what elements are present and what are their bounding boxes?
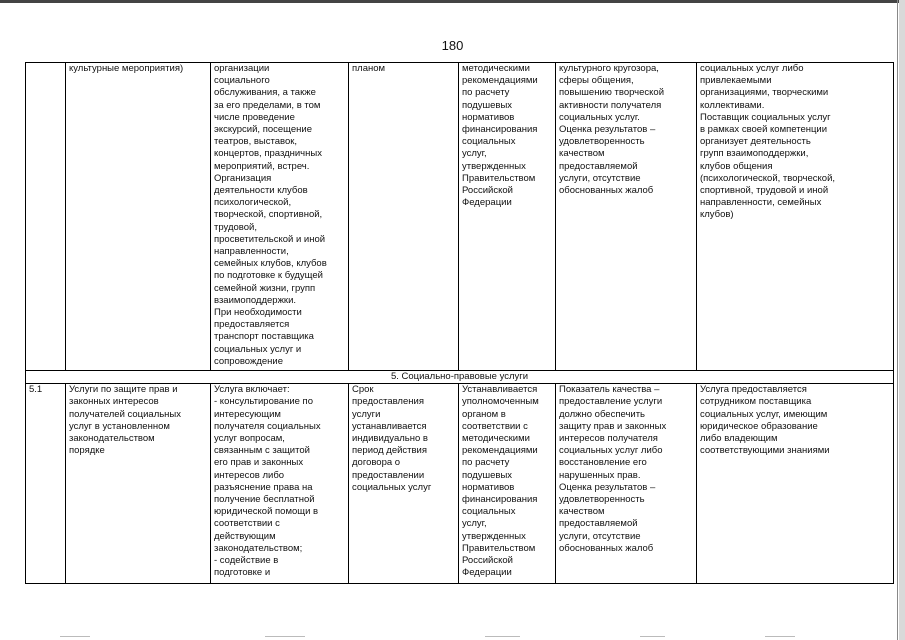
scan-artifact <box>765 636 795 637</box>
cell-quality-indicators: культурного кругозора, сферы общения, повышению творческой активности получателя социальных услуг. Оценка результатов – удовлетворенность качеством предоставляемой услуги, отсутствие обоснованных жалоб <box>556 63 697 371</box>
cell-service-term: планом <box>349 63 459 371</box>
section-heading: 5. Социально-правовые услуги <box>26 371 894 384</box>
cell-service-description: Услуга включает: - консультирование по интересующим получателя социальных услуг вопросам, связанным с защитой его прав и законных интересов либо разъяснение права на получение бесплатной юридической помощи в соответствии с действующим законодательством; - содействие в подготовке и <box>211 384 349 584</box>
scan-top-edge <box>0 0 905 3</box>
cell-service-name: культурные мероприятия) <box>66 63 211 371</box>
cell-per-capita-norm: методическими рекомендациями по расчету подушевых нормативов финансирования социальных услуг, утвержденных Правительством Российской Федерации <box>459 63 556 371</box>
services-table <box>25 62 894 584</box>
scan-artifact <box>640 636 665 637</box>
scan-right-edge-line <box>897 0 898 640</box>
table-row-5-1 <box>26 384 894 584</box>
table-row-continuation <box>26 63 894 371</box>
cell-quality-indicators: Показатель качества – предоставление услуги должно обеспечить защиту прав и законных интересов получателя социальных услуг либо восстановление его нарушенных прав. Оценка результатов – удовлетворенность качеством предоставляемой услуги, отсутствие обоснованных жалоб <box>556 384 697 584</box>
cell-provision-conditions: социальных услуг либо привлекаемыми организациями, творческими коллективами. Поставщик социальных услуг в рамках своей компетенции организует деятельность групп взаимоподдержки, клубов общения (психологической, творческой, спортивной, трудовой и иной направленности, семейных клубов) <box>697 63 894 371</box>
scan-artifact <box>485 636 520 637</box>
cell-service-description: организации социального обслуживания, а также за его пределами, в том числе проведение экскурсий, посещение театров, выставок, концертов, праздничных мероприятий, встреч. Организация деятельности клубов психологической, творческой, спортивной, трудовой, просветительской и иной направленности, семейных клубов, клубов по подготовке к будущей семейной жизни, групп взаимоподдержки. При необходимости предоставляется транспорт поставщика социальных услуг и сопровождение <box>211 63 349 371</box>
cell-provision-conditions: Услуга предоставляется сотрудником поставщика социальных услуг, имеющим юридическое образование либо владеющим соответствующими знаниями <box>697 384 894 584</box>
page-number: 180 <box>441 38 464 53</box>
scan-artifact <box>60 636 90 637</box>
cell-number <box>26 63 66 371</box>
cell-service-name: Услуги по защите прав и законных интересов получателей социальных услуг в установленном законодательством порядке <box>66 384 211 584</box>
scan-artifact <box>265 636 305 637</box>
cell-per-capita-norm: Устанавливается уполномоченным органом в соответствии с методическими рекомендациями по расчету подушевых нормативов финансирования социальных услуг, утвержденных Правительством Российской Федерации <box>459 384 556 584</box>
cell-service-term: Срок предоставления услуги устанавливается индивидуально в период действия договора о предоставлении социальных услуг <box>349 384 459 584</box>
section-heading-row <box>26 371 894 384</box>
cell-number: 5.1 <box>26 384 66 584</box>
scan-right-edge <box>899 0 905 640</box>
